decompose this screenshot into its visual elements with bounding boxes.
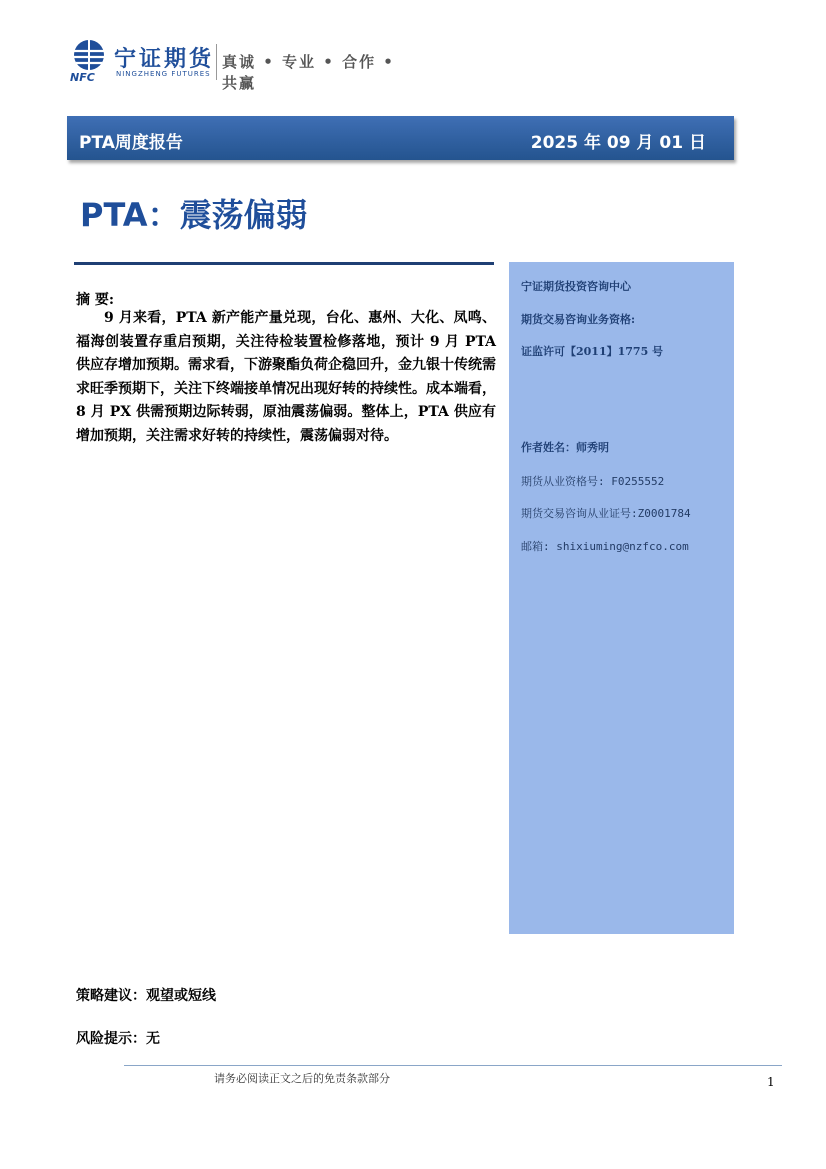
summary-body: 9 月来看，PTA 新产能产量兑现，台化、惠州、大化、凤鸣、福海创装置存重启预期，关注待检装置检修落地，预计 9 月 PTA 供应存增加预期。需求看，下游聚酯负荷企稳回升，金九银十传统需求旺季预期下，关注下终端接单情况出现好转的持续性。成本端看，8 月 PX 供需预期边际转弱，原油震荡偏弱。整体上，PTA 供应有增加预期，关注需求好转的持续性，震荡偏弱对待。 — [76, 310, 496, 444]
logo-en-name: NINGZHENG FUTURES — [116, 70, 211, 78]
slogan: 真诚 • 专业 • 合作 • 共赢 — [222, 53, 395, 92]
footer-divider — [124, 1065, 782, 1066]
report-banner — [67, 116, 734, 160]
risk-notice: 风险提示：无 — [76, 1031, 160, 1047]
logo-divider — [216, 44, 217, 80]
sidebar-email[interactable]: 邮箱: shixiuming@nzfco.com — [521, 540, 689, 553]
analyst-sidebar — [509, 262, 734, 934]
sidebar-license: 证监许可【2011】1775 号 — [521, 345, 664, 358]
sidebar-center: 宁证期货投资咨询中心 — [521, 280, 631, 293]
logo-cn-name: 宁证期货 — [114, 47, 215, 72]
summary-label: 摘 要: — [76, 292, 115, 308]
sidebar-consult-cert: 期货交易咨询从业证号:Z0001784 — [521, 507, 691, 520]
sidebar-author: 作者姓名：师秀明 — [521, 441, 609, 454]
sidebar-practice-cert: 期货从业资格号: F0255552 — [521, 475, 665, 488]
page-title: PTA：震荡偏弱 — [80, 196, 308, 234]
page-number: 1 — [767, 1075, 775, 1089]
report-type: PTA周度报告 — [79, 133, 183, 153]
report-date: 2025 年 09 月 01 日 — [530, 133, 706, 153]
strategy-advice: 策略建议：观望或短线 — [76, 988, 216, 1004]
title-divider — [74, 262, 494, 265]
logo-abbr: NFC — [70, 71, 95, 84]
footer-disclaimer: 请务必阅读正文之后的免责条款部分 — [214, 1072, 390, 1085]
sidebar-qualification: 期货交易咨询业务资格: — [521, 313, 636, 326]
company-logo — [68, 38, 408, 92]
